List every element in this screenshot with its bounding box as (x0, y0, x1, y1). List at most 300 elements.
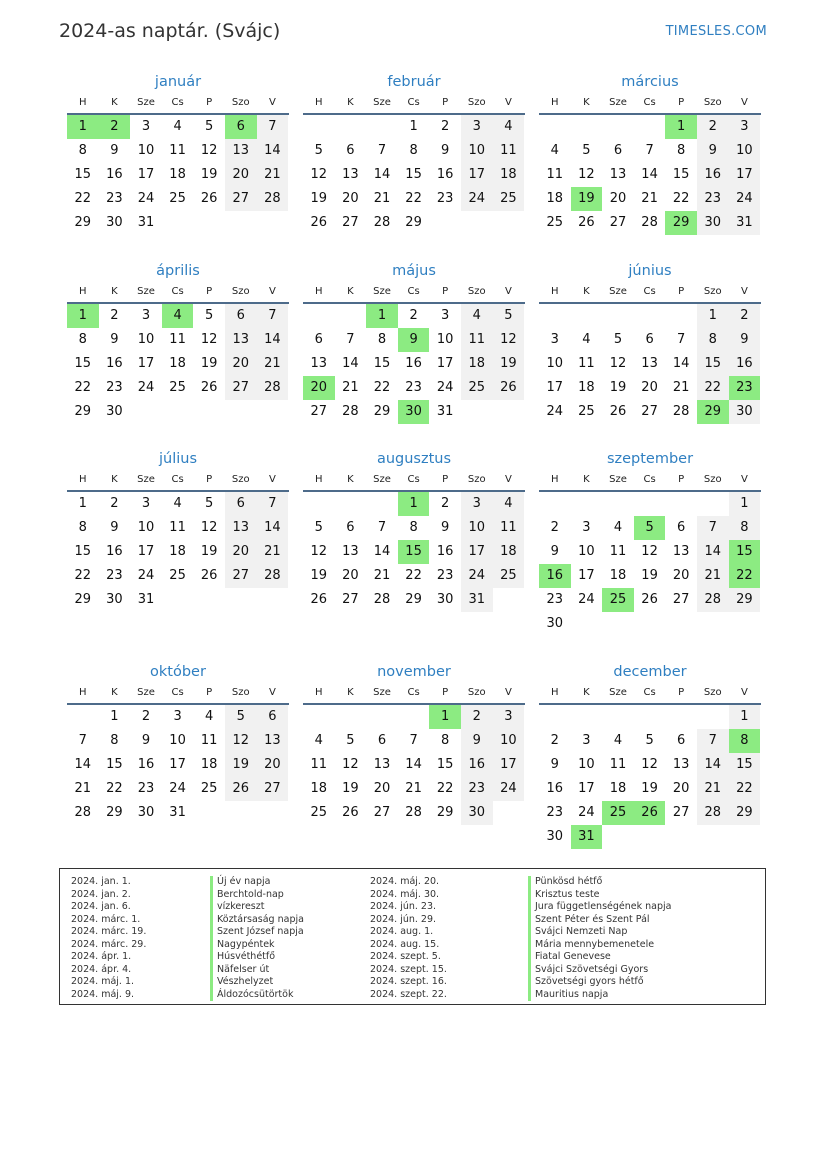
day-cell[interactable]: 26 (342, 805, 359, 820)
day-cell[interactable]: 9 (441, 520, 450, 535)
day-cell[interactable]: 5 (346, 733, 355, 748)
day-cell[interactable]: 11 (578, 356, 595, 371)
day-cell[interactable]: 25 (546, 215, 564, 230)
day-cell[interactable]: 14 (257, 516, 289, 540)
day-cell[interactable]: 4 (613, 733, 623, 748)
day-cell[interactable]: 7 (377, 143, 387, 158)
day-cell[interactable]: 22 (106, 781, 123, 796)
day-cell[interactable]: 21 (697, 564, 729, 588)
day-cell[interactable]: 30 (436, 592, 454, 607)
day-cell[interactable]: 26 (200, 568, 218, 583)
holiday-day-cell[interactable]: 16 (539, 564, 571, 588)
holiday-day-cell[interactable]: 25 (602, 588, 634, 612)
day-cell[interactable]: 10 (436, 332, 454, 347)
day-cell[interactable]: 3 (461, 492, 493, 516)
day-cell[interactable]: 17 (578, 568, 595, 583)
day-cell[interactable]: 14 (405, 757, 422, 772)
day-cell[interactable]: 29 (405, 592, 422, 607)
day-cell[interactable]: 6 (645, 332, 654, 347)
day-cell[interactable]: 26 (310, 592, 328, 607)
day-cell[interactable]: 20 (257, 753, 289, 777)
day-cell[interactable]: 14 (342, 356, 359, 371)
day-cell[interactable]: 16 (137, 757, 155, 772)
day-cell[interactable]: 8 (78, 520, 87, 535)
day-cell[interactable]: 18 (609, 568, 627, 583)
day-cell[interactable]: 21 (257, 540, 289, 564)
day-cell[interactable]: 11 (169, 332, 186, 347)
day-cell[interactable]: 7 (645, 143, 654, 158)
holiday-day-cell[interactable]: 25 (602, 801, 634, 825)
day-cell[interactable]: 20 (225, 540, 257, 564)
day-cell[interactable]: 11 (493, 139, 525, 163)
day-cell[interactable]: 2 (550, 733, 559, 748)
holiday-day-cell[interactable]: 19 (571, 187, 603, 211)
day-cell[interactable]: 14 (697, 753, 729, 777)
day-cell[interactable]: 18 (609, 781, 627, 796)
day-cell[interactable]: 19 (609, 380, 627, 395)
day-cell[interactable]: 19 (310, 568, 328, 583)
day-cell[interactable]: 29 (405, 215, 422, 230)
day-cell[interactable]: 3 (173, 709, 182, 724)
day-cell[interactable]: 16 (436, 544, 454, 559)
day-cell[interactable]: 12 (200, 332, 218, 347)
day-cell[interactable]: 22 (74, 191, 92, 206)
day-cell[interactable]: 27 (641, 404, 658, 419)
day-cell[interactable]: 8 (441, 733, 450, 748)
day-cell[interactable]: 23 (461, 777, 493, 801)
day-cell[interactable]: 19 (200, 356, 218, 371)
day-cell[interactable]: 12 (578, 167, 595, 182)
day-cell[interactable]: 28 (697, 588, 729, 612)
day-cell[interactable]: 25 (169, 380, 186, 395)
day-cell[interactable]: 28 (672, 404, 690, 419)
day-cell[interactable]: 23 (137, 781, 155, 796)
day-cell[interactable]: 27 (609, 215, 627, 230)
day-cell[interactable]: 28 (641, 215, 658, 230)
day-cell[interactable]: 22 (729, 777, 761, 801)
day-cell[interactable]: 31 (461, 588, 493, 612)
day-cell[interactable]: 2 (697, 115, 729, 139)
day-cell[interactable]: 19 (641, 568, 658, 583)
day-cell[interactable]: 26 (641, 592, 658, 607)
day-cell[interactable]: 17 (137, 167, 155, 182)
day-cell[interactable]: 15 (405, 167, 422, 182)
day-cell[interactable]: 7 (78, 733, 87, 748)
brand-logo-text[interactable]: TIMESLES.COM (665, 24, 767, 39)
day-cell[interactable]: 20 (672, 781, 690, 796)
day-cell[interactable]: 29 (729, 588, 761, 612)
day-cell[interactable]: 5 (314, 143, 323, 158)
day-cell[interactable]: 26 (310, 215, 328, 230)
day-cell[interactable]: 30 (137, 805, 155, 820)
day-cell[interactable]: 14 (697, 540, 729, 564)
holiday-day-cell[interactable]: 26 (634, 801, 666, 825)
day-cell[interactable]: 12 (493, 328, 525, 352)
day-cell[interactable]: 10 (578, 757, 595, 772)
day-cell[interactable]: 24 (137, 380, 155, 395)
day-cell[interactable]: 1 (729, 705, 761, 729)
day-cell[interactable]: 11 (310, 757, 328, 772)
day-cell[interactable]: 27 (672, 592, 690, 607)
day-cell[interactable]: 9 (550, 544, 559, 559)
day-cell[interactable]: 8 (409, 143, 418, 158)
day-cell[interactable]: 20 (672, 568, 690, 583)
day-cell[interactable]: 15 (672, 167, 690, 182)
holiday-day-cell[interactable]: 5 (634, 516, 666, 540)
day-cell[interactable]: 28 (257, 564, 289, 588)
day-cell[interactable]: 6 (225, 304, 257, 328)
day-cell[interactable]: 4 (550, 143, 559, 158)
day-cell[interactable]: 9 (110, 332, 119, 347)
day-cell[interactable]: 7 (257, 304, 289, 328)
day-cell[interactable]: 22 (373, 380, 391, 395)
day-cell[interactable]: 6 (314, 332, 323, 347)
day-cell[interactable]: 8 (409, 520, 418, 535)
day-cell[interactable]: 19 (342, 781, 359, 796)
day-cell[interactable]: 25 (200, 781, 218, 796)
day-cell[interactable]: 29 (74, 404, 92, 419)
day-cell[interactable]: 17 (169, 757, 186, 772)
day-cell[interactable]: 24 (546, 404, 564, 419)
day-cell[interactable]: 3 (441, 308, 450, 323)
day-cell[interactable]: 25 (461, 376, 493, 400)
day-cell[interactable]: 9 (697, 139, 729, 163)
day-cell[interactable]: 18 (169, 167, 186, 182)
day-cell[interactable]: 2 (550, 520, 559, 535)
day-cell[interactable]: 7 (697, 729, 729, 753)
day-cell[interactable]: 2 (110, 496, 119, 511)
day-cell[interactable]: 27 (225, 564, 257, 588)
day-cell[interactable]: 15 (729, 753, 761, 777)
day-cell[interactable]: 28 (697, 801, 729, 825)
day-cell[interactable]: 6 (613, 143, 623, 158)
day-cell[interactable]: 3 (582, 733, 591, 748)
day-cell[interactable]: 10 (546, 356, 564, 371)
day-cell[interactable]: 24 (137, 191, 155, 206)
day-cell[interactable]: 26 (493, 376, 525, 400)
day-cell[interactable]: 5 (205, 496, 214, 511)
day-cell[interactable]: 18 (546, 191, 564, 206)
day-cell[interactable]: 26 (225, 777, 257, 801)
day-cell[interactable]: 7 (377, 520, 387, 535)
day-cell[interactable]: 22 (405, 191, 422, 206)
day-cell[interactable]: 17 (493, 753, 525, 777)
day-cell[interactable]: 21 (373, 568, 391, 583)
day-cell[interactable]: 26 (578, 215, 595, 230)
day-cell[interactable]: 30 (461, 801, 493, 825)
day-cell[interactable]: 13 (672, 757, 690, 772)
day-cell[interactable]: 9 (141, 733, 151, 748)
day-cell[interactable]: 6 (346, 143, 355, 158)
day-cell[interactable]: 9 (550, 757, 559, 772)
day-cell[interactable]: 26 (200, 380, 218, 395)
day-cell[interactable]: 4 (173, 496, 182, 511)
holiday-day-cell[interactable]: 2 (99, 115, 131, 139)
day-cell[interactable]: 28 (257, 376, 289, 400)
day-cell[interactable]: 31 (137, 592, 155, 607)
day-cell[interactable]: 17 (461, 540, 493, 564)
day-cell[interactable]: 15 (436, 757, 454, 772)
day-cell[interactable]: 20 (225, 163, 257, 187)
day-cell[interactable]: 10 (461, 139, 493, 163)
day-cell[interactable]: 22 (74, 568, 92, 583)
day-cell[interactable]: 3 (550, 332, 559, 347)
day-cell[interactable]: 11 (546, 167, 564, 182)
day-cell[interactable]: 18 (169, 356, 186, 371)
day-cell[interactable]: 17 (546, 380, 564, 395)
day-cell[interactable]: 5 (205, 308, 214, 323)
day-cell[interactable]: 25 (169, 568, 186, 583)
day-cell[interactable]: 4 (582, 332, 591, 347)
holiday-day-cell[interactable]: 1 (67, 115, 99, 139)
day-cell[interactable]: 13 (641, 356, 658, 371)
day-cell[interactable]: 10 (137, 520, 155, 535)
day-cell[interactable]: 9 (441, 143, 450, 158)
day-cell[interactable]: 12 (200, 143, 218, 158)
day-cell[interactable]: 24 (578, 805, 595, 820)
day-cell[interactable]: 21 (373, 191, 391, 206)
day-cell[interactable]: 27 (257, 777, 289, 801)
day-cell[interactable]: 8 (377, 332, 387, 347)
day-cell[interactable]: 24 (169, 781, 186, 796)
day-cell[interactable]: 18 (310, 781, 328, 796)
day-cell[interactable]: 21 (342, 380, 359, 395)
day-cell[interactable]: 6 (346, 520, 355, 535)
day-cell[interactable]: 28 (373, 592, 391, 607)
day-cell[interactable]: 28 (257, 187, 289, 211)
day-cell[interactable]: 28 (74, 805, 92, 820)
day-cell[interactable]: 30 (729, 400, 761, 424)
day-cell[interactable]: 30 (106, 404, 123, 419)
holiday-day-cell[interactable]: 1 (67, 304, 99, 328)
day-cell[interactable]: 9 (729, 328, 761, 352)
day-cell[interactable]: 20 (641, 380, 658, 395)
day-cell[interactable]: 24 (436, 380, 454, 395)
day-cell[interactable]: 11 (493, 516, 525, 540)
day-cell[interactable]: 12 (200, 520, 218, 535)
day-cell[interactable]: 31 (169, 805, 186, 820)
holiday-day-cell[interactable]: 23 (729, 376, 761, 400)
day-cell[interactable]: 24 (729, 187, 761, 211)
day-cell[interactable]: 10 (169, 733, 186, 748)
day-cell[interactable]: 18 (493, 163, 525, 187)
day-cell[interactable]: 28 (342, 404, 359, 419)
day-cell[interactable]: 21 (257, 352, 289, 376)
day-cell[interactable]: 7 (677, 332, 686, 347)
day-cell[interactable]: 10 (578, 544, 595, 559)
day-cell[interactable]: 29 (729, 801, 761, 825)
day-cell[interactable]: 25 (169, 191, 186, 206)
day-cell[interactable]: 21 (405, 781, 422, 796)
holiday-day-cell[interactable]: 15 (398, 540, 430, 564)
day-cell[interactable]: 31 (137, 215, 155, 230)
day-cell[interactable]: 6 (225, 492, 257, 516)
day-cell[interactable]: 30 (697, 211, 729, 235)
day-cell[interactable]: 20 (225, 352, 257, 376)
day-cell[interactable]: 21 (641, 191, 658, 206)
day-cell[interactable]: 18 (200, 757, 218, 772)
day-cell[interactable]: 22 (74, 380, 92, 395)
day-cell[interactable]: 27 (225, 376, 257, 400)
day-cell[interactable]: 11 (169, 143, 186, 158)
day-cell[interactable]: 14 (641, 167, 658, 182)
day-cell[interactable]: 13 (672, 544, 690, 559)
day-cell[interactable]: 2 (441, 496, 450, 511)
day-cell[interactable]: 10 (461, 516, 493, 540)
day-cell[interactable]: 8 (78, 143, 87, 158)
day-cell[interactable]: 16 (106, 356, 123, 371)
day-cell[interactable]: 2 (461, 705, 493, 729)
day-cell[interactable]: 27 (672, 805, 690, 820)
day-cell[interactable]: 4 (314, 733, 323, 748)
day-cell[interactable]: 4 (493, 492, 525, 516)
day-cell[interactable]: 14 (257, 328, 289, 352)
day-cell[interactable]: 24 (578, 592, 595, 607)
day-cell[interactable]: 26 (200, 191, 218, 206)
day-cell[interactable]: 2 (141, 709, 151, 724)
day-cell[interactable]: 15 (74, 356, 92, 371)
day-cell[interactable]: 13 (342, 167, 359, 182)
day-cell[interactable]: 19 (200, 544, 218, 559)
day-cell[interactable]: 20 (609, 191, 627, 206)
day-cell[interactable]: 18 (578, 380, 595, 395)
day-cell[interactable]: 16 (106, 544, 123, 559)
day-cell[interactable]: 13 (609, 167, 627, 182)
day-cell[interactable]: 17 (436, 356, 454, 371)
day-cell[interactable]: 23 (546, 592, 564, 607)
holiday-day-cell[interactable]: 6 (225, 115, 257, 139)
day-cell[interactable]: 29 (436, 805, 454, 820)
day-cell[interactable]: 12 (310, 544, 328, 559)
day-cell[interactable]: 11 (609, 757, 627, 772)
holiday-day-cell[interactable]: 31 (571, 825, 603, 849)
day-cell[interactable]: 13 (257, 729, 289, 753)
day-cell[interactable]: 23 (106, 191, 123, 206)
day-cell[interactable]: 7 (697, 516, 729, 540)
day-cell[interactable]: 18 (461, 352, 493, 376)
day-cell[interactable]: 3 (141, 119, 151, 134)
day-cell[interactable]: 23 (546, 805, 564, 820)
day-cell[interactable]: 30 (106, 215, 123, 230)
day-cell[interactable]: 30 (546, 616, 564, 631)
day-cell[interactable]: 22 (697, 376, 729, 400)
day-cell[interactable]: 11 (200, 733, 218, 748)
day-cell[interactable]: 15 (697, 352, 729, 376)
day-cell[interactable]: 13 (225, 516, 257, 540)
day-cell[interactable]: 3 (729, 115, 761, 139)
day-cell[interactable]: 26 (609, 404, 627, 419)
day-cell[interactable]: 5 (645, 733, 654, 748)
day-cell[interactable]: 14 (373, 167, 391, 182)
day-cell[interactable]: 14 (74, 757, 92, 772)
day-cell[interactable]: 28 (405, 805, 422, 820)
day-cell[interactable]: 21 (672, 380, 690, 395)
holiday-day-cell[interactable]: 15 (729, 540, 761, 564)
day-cell[interactable]: 14 (373, 544, 391, 559)
holiday-day-cell[interactable]: 30 (398, 400, 430, 424)
day-cell[interactable]: 19 (225, 753, 257, 777)
day-cell[interactable]: 8 (697, 328, 729, 352)
day-cell[interactable]: 9 (110, 143, 119, 158)
day-cell[interactable]: 5 (582, 143, 591, 158)
day-cell[interactable]: 5 (205, 119, 214, 134)
day-cell[interactable]: 16 (106, 167, 123, 182)
day-cell[interactable]: 4 (461, 304, 493, 328)
holiday-day-cell[interactable]: 1 (398, 492, 430, 516)
day-cell[interactable]: 7 (346, 332, 355, 347)
day-cell[interactable]: 20 (373, 781, 391, 796)
day-cell[interactable]: 9 (110, 520, 119, 535)
holiday-day-cell[interactable]: 22 (729, 564, 761, 588)
day-cell[interactable]: 3 (582, 520, 591, 535)
holiday-day-cell[interactable]: 1 (429, 705, 461, 729)
day-cell[interactable]: 14 (257, 139, 289, 163)
holiday-day-cell[interactable]: 1 (366, 304, 398, 328)
day-cell[interactable]: 27 (373, 805, 391, 820)
day-cell[interactable]: 31 (436, 404, 454, 419)
day-cell[interactable]: 22 (436, 781, 454, 796)
day-cell[interactable]: 10 (493, 729, 525, 753)
day-cell[interactable]: 13 (310, 356, 328, 371)
day-cell[interactable]: 15 (373, 356, 391, 371)
day-cell[interactable]: 27 (225, 187, 257, 211)
holiday-day-cell[interactable]: 20 (303, 376, 335, 400)
holiday-day-cell[interactable]: 9 (398, 328, 430, 352)
day-cell[interactable]: 1 (409, 119, 418, 134)
day-cell[interactable]: 22 (672, 191, 690, 206)
day-cell[interactable]: 12 (609, 356, 627, 371)
day-cell[interactable]: 30 (106, 592, 123, 607)
day-cell[interactable]: 13 (225, 328, 257, 352)
day-cell[interactable]: 12 (225, 729, 257, 753)
day-cell[interactable]: 19 (493, 352, 525, 376)
day-cell[interactable]: 16 (546, 781, 564, 796)
day-cell[interactable]: 22 (405, 568, 422, 583)
day-cell[interactable]: 23 (436, 568, 454, 583)
day-cell[interactable]: 29 (106, 805, 123, 820)
day-cell[interactable]: 24 (461, 187, 493, 211)
day-cell[interactable]: 2 (409, 308, 418, 323)
day-cell[interactable]: 18 (169, 544, 186, 559)
day-cell[interactable]: 24 (137, 568, 155, 583)
day-cell[interactable]: 23 (106, 568, 123, 583)
day-cell[interactable]: 13 (342, 544, 359, 559)
day-cell[interactable]: 3 (461, 115, 493, 139)
day-cell[interactable]: 10 (137, 143, 155, 158)
day-cell[interactable]: 15 (106, 757, 123, 772)
day-cell[interactable]: 8 (677, 143, 686, 158)
day-cell[interactable]: 17 (137, 544, 155, 559)
day-cell[interactable]: 19 (200, 167, 218, 182)
day-cell[interactable]: 30 (546, 829, 564, 844)
holiday-day-cell[interactable]: 1 (665, 115, 697, 139)
day-cell[interactable]: 18 (493, 540, 525, 564)
day-cell[interactable]: 25 (578, 404, 595, 419)
day-cell[interactable]: 19 (641, 781, 658, 796)
day-cell[interactable]: 19 (310, 191, 328, 206)
day-cell[interactable]: 6 (677, 520, 686, 535)
day-cell[interactable]: 27 (310, 404, 328, 419)
day-cell[interactable]: 4 (493, 115, 525, 139)
holiday-day-cell[interactable]: 8 (729, 729, 761, 753)
day-cell[interactable]: 2 (441, 119, 450, 134)
day-cell[interactable]: 16 (405, 356, 422, 371)
day-cell[interactable]: 7 (257, 115, 289, 139)
day-cell[interactable]: 12 (310, 167, 328, 182)
day-cell[interactable]: 25 (493, 564, 525, 588)
day-cell[interactable]: 6 (257, 705, 289, 729)
day-cell[interactable]: 25 (310, 805, 328, 820)
